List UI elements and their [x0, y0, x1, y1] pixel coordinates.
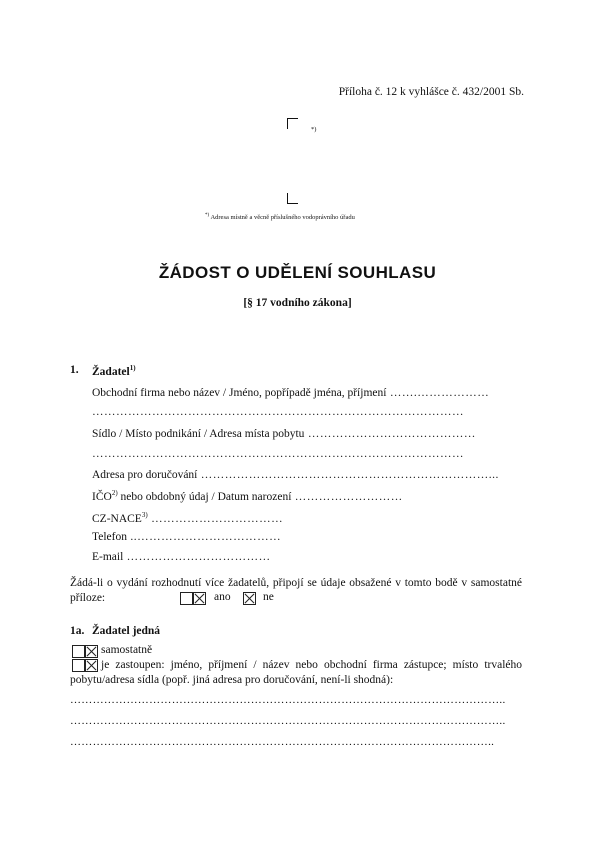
multi-applicant-yes-checkbox-blank[interactable] — [180, 592, 193, 605]
multi-applicant-text: Žádá-li o vydání rozhodnutí více žadatelů, připojí se údaje obsažené v tomto bodě v samostatné příloze: — [70, 577, 522, 604]
field-company-name-dots: …….……………… — [386, 387, 490, 399]
page-title: ŽÁDOST O UDĚLENÍ SOUHLASU — [158, 263, 437, 282]
address-marker: *) — [311, 126, 317, 133]
field-delivery-address-dots: ………………………………………………………………... — [197, 469, 499, 481]
section-1-label-sup: 1) — [129, 364, 136, 372]
self-option-label: samostatně — [101, 644, 153, 656]
multi-applicant-no-checkbox[interactable] — [243, 592, 256, 605]
multi-applicant-yes-label: ano — [214, 591, 231, 603]
field-seat-address-cont[interactable] — [92, 448, 522, 460]
representative-line-3[interactable]: ………………………………………………………………………………………………….. — [70, 736, 495, 748]
field-email-label: E-mail — [92, 551, 124, 563]
page-subtitle: [§ 17 vodního zákona] — [243, 297, 352, 309]
address-corner-top — [287, 118, 298, 129]
field-cz-nace-label: CZ-NACE — [92, 512, 142, 525]
field-email[interactable] — [92, 551, 522, 563]
field-seat-address[interactable] — [92, 428, 522, 440]
field-company-name-cont[interactable] — [92, 406, 522, 418]
field-cz-nace[interactable] — [92, 511, 522, 525]
field-phone-label: Telefon — [92, 531, 127, 543]
field-ico-dots: ……………………… — [291, 490, 403, 503]
footnote-mark: *) — [205, 213, 210, 218]
field-ico-sup: 2) — [111, 489, 118, 497]
section-1-label — [92, 364, 136, 378]
field-phone-dots: ..……………………………… — [126, 531, 282, 543]
footnote-text: Adresa místně a věcně příslušného vodoprávního úřadu — [210, 214, 355, 222]
field-company-name[interactable] — [92, 387, 522, 399]
field-ico-label2: nebo obdobný údaj / Datum narození — [117, 490, 292, 503]
field-seat-address-cont-dots: ………………………………………………………………………………… — [92, 448, 464, 460]
field-email-dots: ……………………………… — [123, 551, 271, 563]
representative-line-1[interactable]: …………………………………………………………………………………………………….. — [70, 694, 506, 706]
representative-line-2[interactable]: …………………………………………………………………………………………………….. — [70, 715, 506, 727]
section-1-label-text: Žadatel — [92, 365, 130, 378]
field-seat-address-dots: …………………………………… — [304, 428, 476, 440]
represented-option-label: je zastoupen: jméno, příjmení / název nebo obchodní firma zástupce; místo trvalého pobytu/adresa sídla (popř. jiná adresa pro doručování, není-li shodná): — [70, 659, 522, 686]
section-1a-label: Žadatel jedná — [92, 625, 161, 637]
multi-applicant-yes-checkbox[interactable] — [193, 592, 206, 605]
field-delivery-address[interactable] — [92, 469, 522, 481]
address-corner-bottom — [287, 193, 298, 204]
field-company-name-cont-dots: ………………………………………………………………………………… — [92, 406, 464, 418]
section-1-number: 1. — [70, 364, 79, 376]
annex-reference: Příloha č. 12 k vyhlášce č. 432/2001 Sb. — [338, 86, 524, 98]
section-1a-number: 1a. — [70, 625, 85, 637]
field-phone[interactable] — [92, 531, 522, 543]
multi-applicant-no-label: ne — [263, 591, 274, 603]
field-company-name-label: Obchodní firma nebo název / Jméno, popřípadě jména, příjmení — [92, 387, 387, 399]
field-cz-nace-dots: …………………………… — [147, 512, 284, 525]
self-checkbox-blank[interactable] — [72, 645, 85, 658]
address-footnote — [205, 213, 355, 221]
field-ico-label: IČO — [92, 490, 112, 503]
field-delivery-address-label: Adresa pro doručování — [92, 469, 198, 481]
field-ico[interactable] — [92, 489, 522, 503]
field-cz-nace-sup: 3) — [141, 511, 148, 519]
self-checkbox[interactable] — [85, 645, 98, 658]
field-seat-address-label: Sídlo / Místo podnikání / Adresa místa pobytu — [92, 428, 305, 440]
